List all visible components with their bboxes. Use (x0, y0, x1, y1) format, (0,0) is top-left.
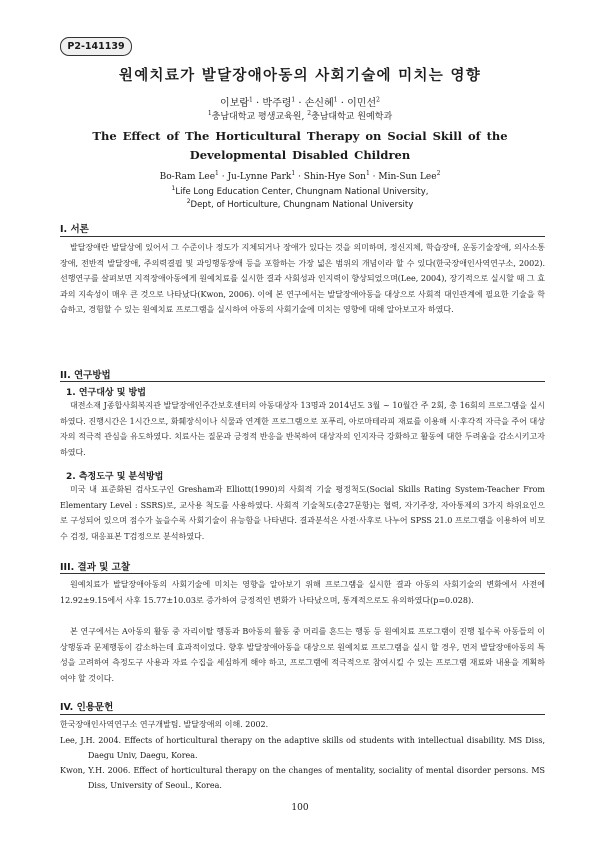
page-number: 100 (291, 803, 309, 813)
author-ko-4: 이민선 (347, 98, 377, 109)
section-heading-intro: I. 서론 (60, 224, 89, 235)
english-affiliation-1: $^1$Life Long Education Center, Chungnam National University, (171, 185, 429, 197)
results-paragraph-1: 원예치료가 발달장애아동의 사회기술에 미치는 영향을 알아보기 위해 프로그램을 실시한 결과 아동의 사회기술의 변화에서 사전에 12.92±9.15에서 사후 15.77±10.03로 증가하여 긍정적인 변화가 나타났으며, 통계적으로도 유의하였다(p=0.028). (60, 580, 545, 605)
reference-item: 한국장애인사역연구소 연구개발팀. 발달장애의 이해. 2002. (60, 720, 269, 729)
section-heading-results: III. 결과 및 고찰 (60, 562, 131, 573)
methods-measures-paragraph: 미국 내 표준화된 검사도구인 Gresham과 Elliott(1990)의 사회적 기술 평정척도(Social Skills Rating System-Teacher From Elementary Level : SSRS)로, 교사용 척도를 사용하였다. 사회적 기술척도(총27문항)는 협력, 자기주장, 자아통제의 3가지 하위요인으로 구성되어 있으며 점수가 높을수록 사회기술이 유능함을 나타낸다. 결과분석은 사전·사후로 나누어 SPSS 21.0 프로그램을 이용하여 비모수 검정, 대응표본 T검정으로 분석하였다. (60, 485, 545, 541)
author-ko-2: 박주령 (262, 98, 292, 109)
author-ko-1: 이보람 (220, 98, 250, 109)
korean-title: 원예치료가 발달장애아동의 사회기술에 미치는 영향 (118, 67, 482, 84)
english-affiliation-2: $^2$Dept, of Horticulture, Chungnam National University (186, 198, 414, 210)
section-divider (60, 714, 545, 715)
author-ko-3: 손신혜 (304, 98, 334, 109)
section-divider (60, 573, 545, 574)
section-heading-references: IV. 인용문헌 (60, 702, 114, 713)
section-divider (60, 381, 545, 382)
section-heading-methods: II. 연구방법 (60, 370, 111, 381)
presentation-code-badge: P2-141139 (60, 37, 132, 56)
results-paragraph-2: 본 연구에서는 A아동의 활동 중 자리이탈 행동과 B아동의 활동 중 머리를 흔드는 행동 등 원예치료 프로그램이 진행 될수록 아동들의 이상행동과 문제행동이 감소하는데 효과적이었다. 향후 발달장애아동을 대상으로 원예치료 프로그램을 실시 할 경우, 먼저 발달장애아동의 특성을 고려하여 측정도구 사용과 자료 수집을 세심하게 해야 하고, 프로그램에 적극적으로 참여시킬 수 있는 프로그램 재료와 내용을 계획하여야 할 것이다. (60, 627, 545, 683)
korean-authors: 이보람$^1$ · 박주령$^1$ · 손신혜$^1$ · 이민선$^2$ (220, 96, 380, 109)
english-authors: Bo-Ram Lee$^1$ · Ju-Lynne Park$^1$ · Shin-Hye Son$^1$ · Min-Sun Lee$^2$ (159, 170, 441, 182)
korean-affiliations: $^1$충남대학교 평생교육원, $^2$충남대학교 원예학과 (207, 110, 393, 122)
author-en-2: Ju-Lynne Park (227, 172, 292, 182)
author-en-3: Shin-Hye Son (303, 172, 366, 182)
subsection-heading-measures: 2. 측정도구 및 분석방법 (66, 472, 164, 482)
english-title-line-1: The Effect of The Horticultural Therapy on Social Skill of the (92, 129, 508, 143)
subsection-heading-subjects: 1. 연구대상 및 방법 (66, 388, 146, 398)
author-en-4: Min-Sun Lee (378, 172, 437, 182)
methods-subjects-paragraph: 대전소재 J종합사회복지관 발달장애인주간보호센터의 아동대상자 13명과 2014년도 3월 ~ 10월간 주 2회, 총 16회의 프로그램을 실시하였다. 진행시간은 1시간으로, 화훼장식이나 식물과 연계한 프로그램으로 포푸리, 아로마테라피 재료를 이용해 시·후각적 자극을 주어 대상자의 적극적 관심을 유도하였다. 치료사는 질문과 긍정적 반응을 반복하여 대상자의 인지자극 강화하고 활동에 대한 두려움을 감소시키고자 하였다. (60, 401, 545, 457)
author-en-1: Bo-Ram Lee (159, 172, 216, 182)
reference-item: Kwon, Y.H. 2006. Effect of horticultural therapy on the changes of mentality, sociality of mental disorder persons. MS Diss, University of Seoul., Korea. (60, 766, 545, 790)
reference-item: Lee, J.H. 2004. Effects of horticultural therapy on the adaptive skills od students with intellectual disability. MS Diss, Daegu Univ, Daegu, Korea. (60, 736, 545, 760)
english-title-line-2: Developmental Disabled Children (189, 148, 411, 162)
section-divider (60, 236, 545, 237)
intro-paragraph: 발달장애란 발달상에 있어서 그 수준이나 정도가 지체되거나 장애가 있다는 것을 의미하며, 정신지체, 학습장애, 운동기술장애, 의사소통장애, 전반적 발달장애, 주의력결핍 및 과잉행동장애 등을 포함하는 가장 넓은 범위의 개념이라 할 수 있다(한국장애인사역연구소, 2002). 선행연구를 살펴보면 지적장애아동에게 원예치료를 실시한 결과 사회성과 인지력이 향상되었으며(Lee, 2004), 장기적으로 실시할 때 그 효과의 지속성이 매우 큰 것으로 나타났다(Kwon, 2006). 이에 본 연구에서는 발달장애아동을 대상으로 사회적 대인관계에 필요한 기술을 학습하고, 경험할 수 있는 원예치료 프로그램을 실시하여 아동의 사회기술에 미치는 영향에 대해 알아보고자 하였다. (60, 243, 545, 315)
